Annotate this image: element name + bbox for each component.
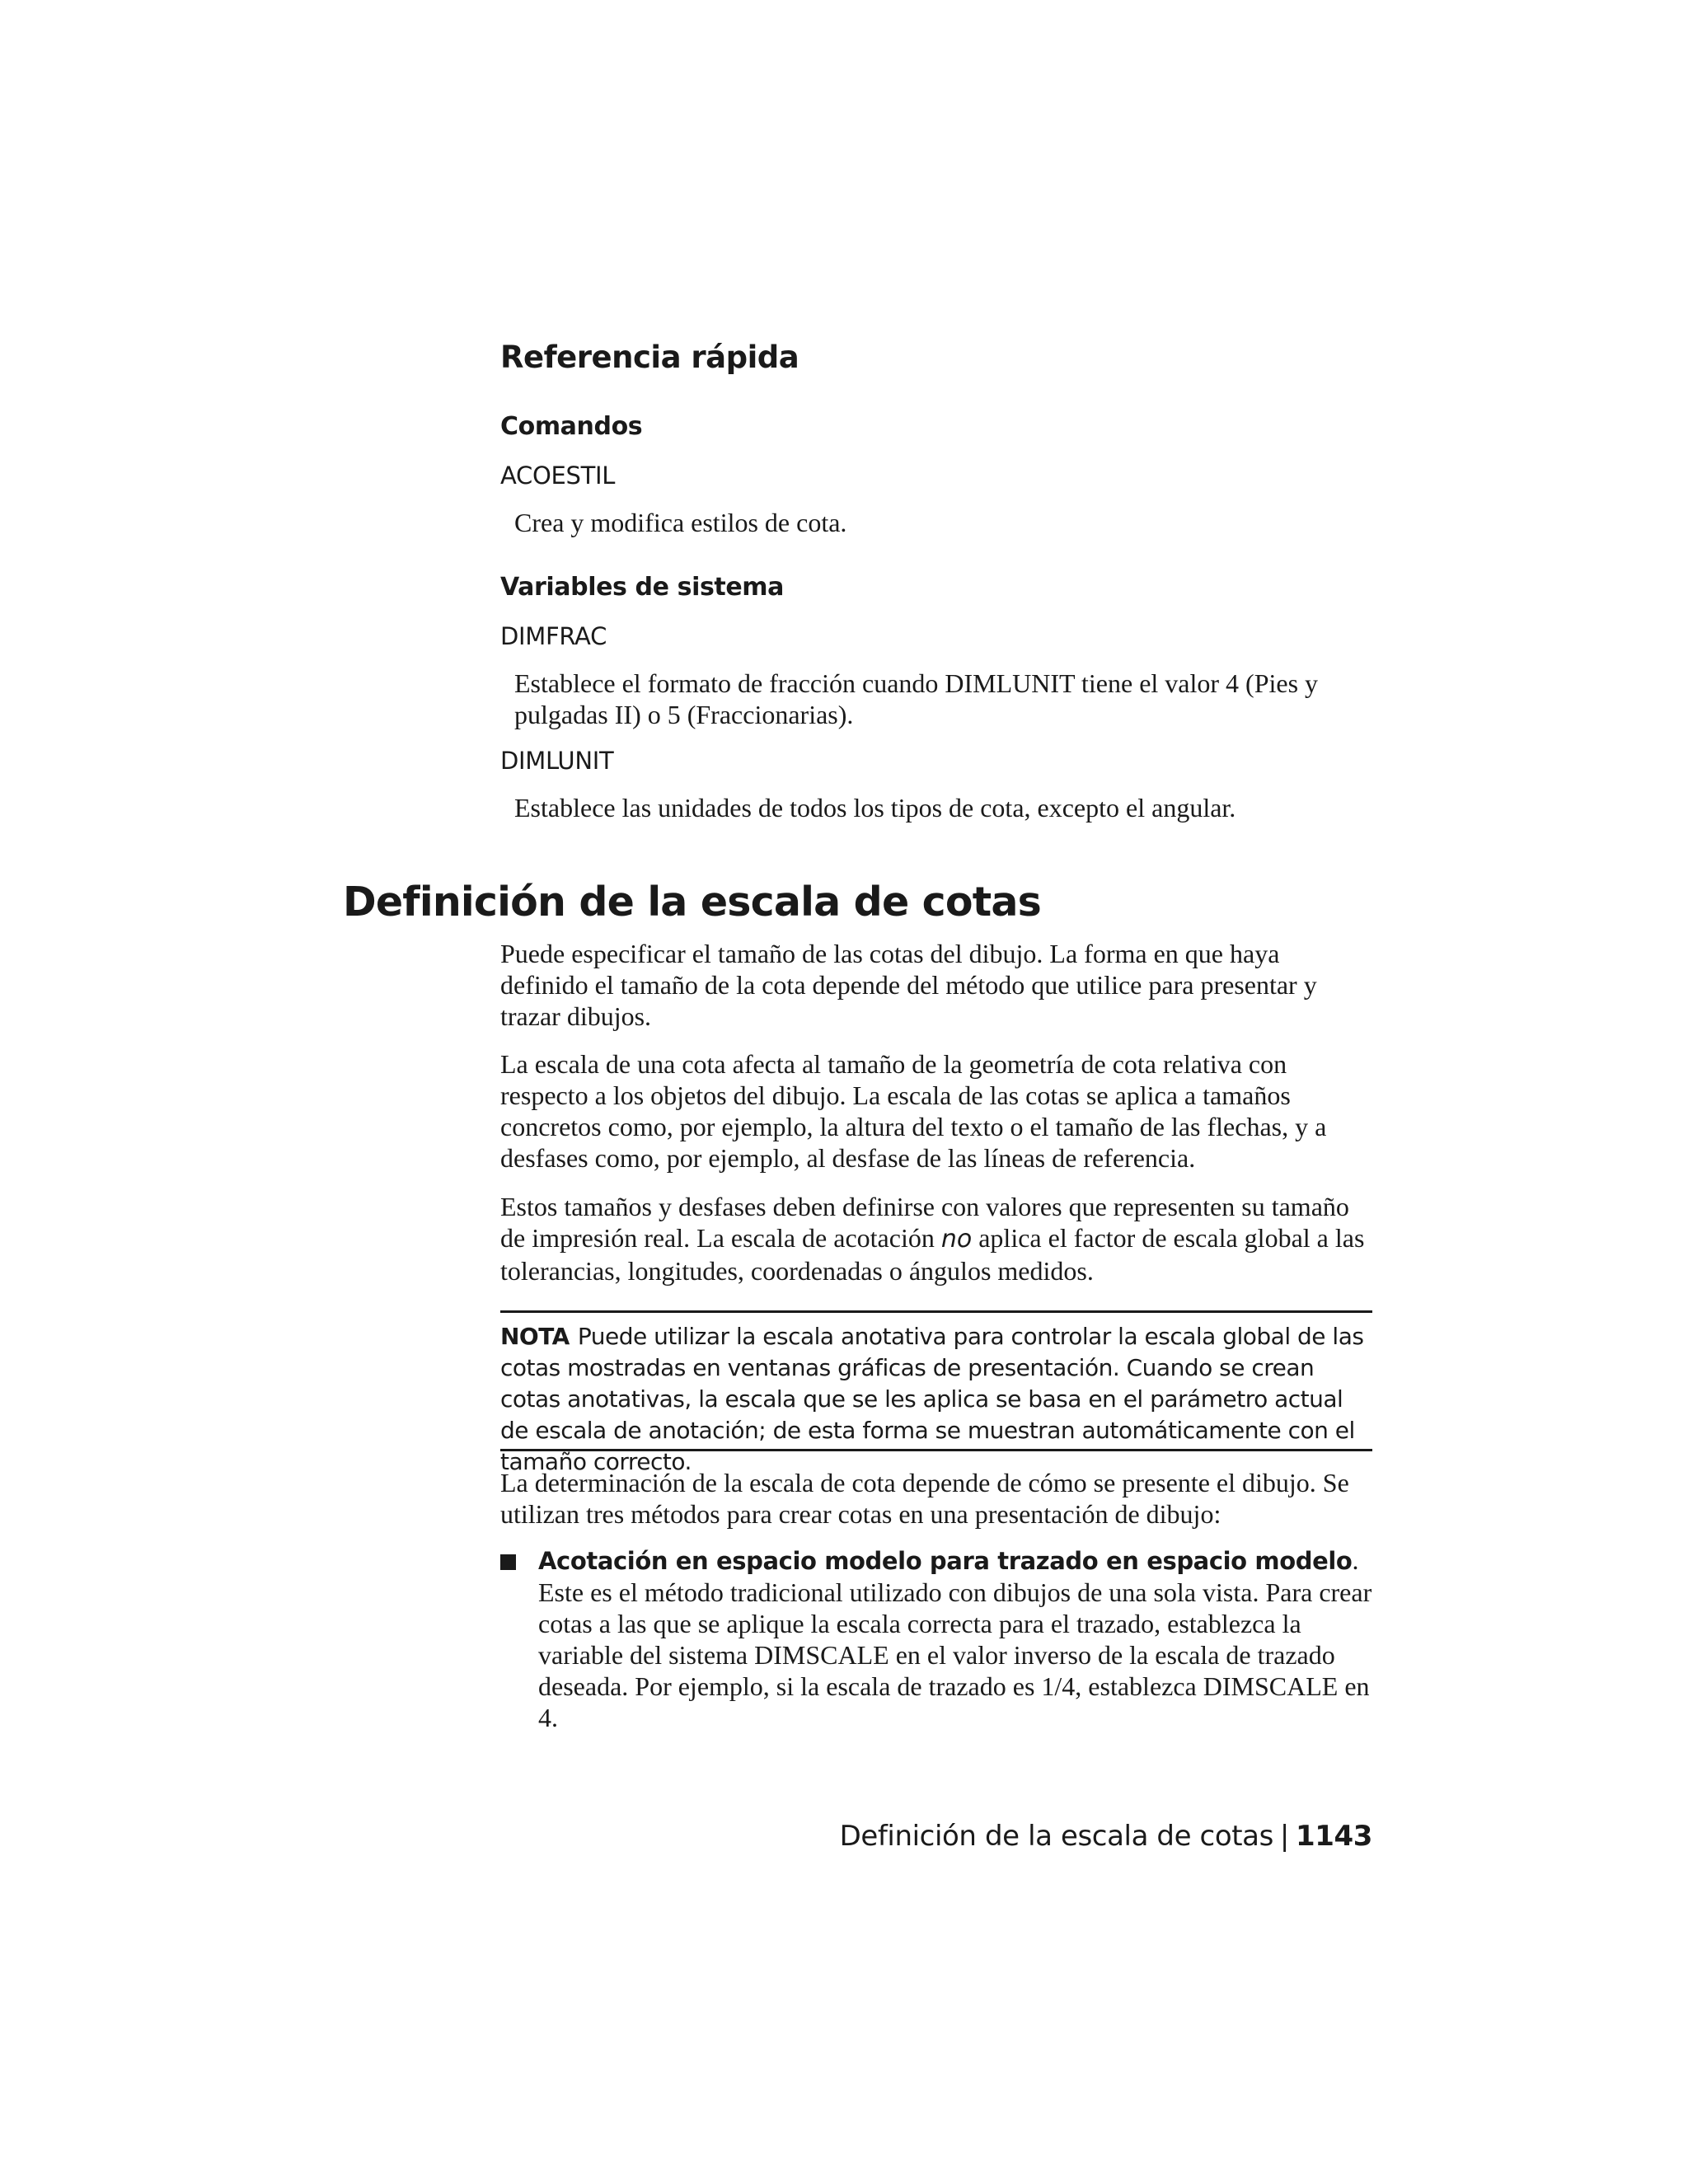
list-item-text — [538, 1544, 1372, 1733]
sysvar-name-dimfrac: DIMFRAC — [500, 622, 607, 650]
list-item-lead: Acotación en espacio modelo para trazado en espacio modelo — [538, 1547, 1353, 1575]
real-size-paragraph-end: aplica el factor de escala global a las tolerancias, longitudes, coordenadas o ángulos medidos. — [500, 1223, 1365, 1286]
command-description-acoestil: Crea y modifica estilos de cota. — [514, 508, 847, 537]
sysvar-name-dimlunit: DIMLUNIT — [500, 747, 614, 775]
note-text: Puede utilizar la escala anotativa para controlar la escala global de las cotas mostradas en ventanas gráficas de presentación. Cuando se crean cotas anotativas, la escala que se les aplica se basa en el parámetro actual de escala de anotación; de esta forma se muestran automáticamente con el tamaño correcto. — [500, 1323, 1364, 1475]
methods-intro-paragraph: La determinación de la escala de cota depende de cómo se presente el dibujo. Se utilizan tres métodos para crear cotas en una presentación de dibujo: — [500, 1468, 1349, 1529]
sysvar-description-dimlunit: Establece las unidades de todos los tipos de cota, excepto el angular. — [514, 793, 1236, 823]
system-variables-heading: Variables de sistema — [500, 573, 785, 602]
command-name-acoestil: ACOESTIL — [500, 462, 616, 490]
page-footer — [840, 1820, 1372, 1853]
quick-reference-heading: Referencia rápida — [500, 340, 799, 375]
scale-effect-paragraph: La escala de una cota afecta al tamaño de la geometría de cota relativa con respecto a los objetos del dibujo. La escala de las cotas se aplica a tamaños concretos como, por ejemplo, la altura del texto o el tamaño de las flechas, y a desfases como, por ejemplo, al desfase de las líneas de referencia. — [500, 1049, 1327, 1173]
note-content — [500, 1321, 1372, 1478]
running-title: Definición de la escala de cotas — [839, 1820, 1273, 1853]
list-item-body: . Este es el método tradicional utilizado con dibujos de una sola vista. Para crear cotas a las que se aplique la escala correcta para el trazado, establezca la variable del sistema DIMSCALE en el valor inverso de la escala de trazado deseada. Por ejemplo, si la escala de trazado es 1/4, establezca DIMSCALE en 4. — [538, 1545, 1372, 1732]
emphasis-no: no — [940, 1225, 973, 1254]
square-bullet-icon — [500, 1554, 516, 1570]
real-size-paragraph-start: Estos tamaños y desfases deben definirse con valores que representen su tamaño de impresión real. La escala de acotación — [500, 1192, 1349, 1253]
note-label: NOTA — [500, 1323, 570, 1350]
section-title: Definición de la escala de cotas — [343, 879, 1041, 926]
commands-heading: Comandos — [500, 412, 643, 441]
footer-separator: | — [1279, 1820, 1289, 1853]
intro-paragraph: Puede especificar el tamaño de las cotas del dibujo. La forma en que haya definido el tamaño de la cota depende del método que utilice para presentar y trazar dibujos. — [500, 939, 1317, 1031]
sysvar-description-dimfrac: Establece el formato de fracción cuando DIMLUNIT tiene el valor 4 (Pies y pulgadas II) o 5 (Fraccionarias). — [514, 668, 1319, 729]
page-number: 1143 — [1295, 1820, 1372, 1853]
real-size-paragraph — [500, 1191, 1372, 1286]
note-box — [500, 1310, 1372, 1475]
